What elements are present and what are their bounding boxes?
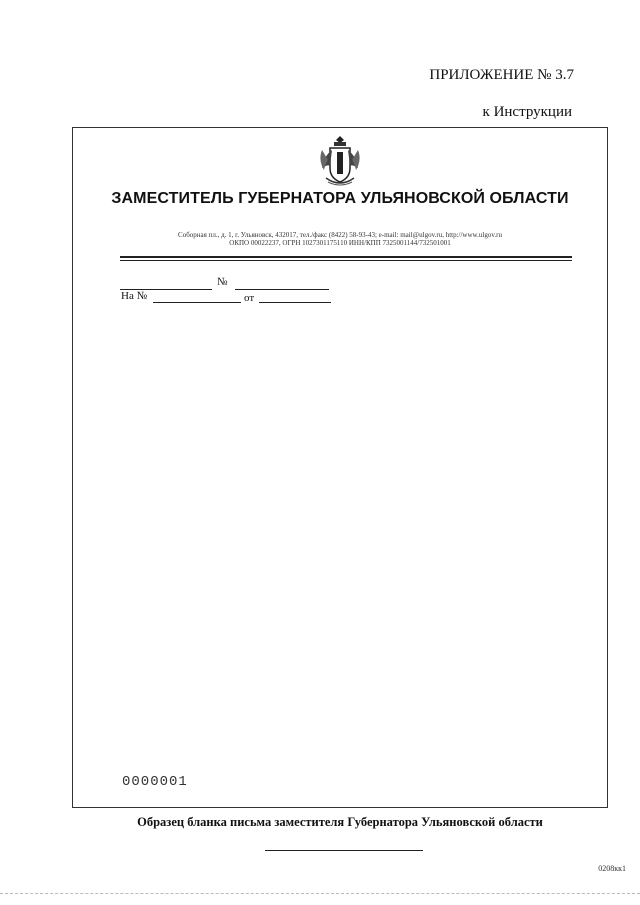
contact-registration: ОКПО 00022237, ОГРН 1027301175110 ИНН/КПП 7325001144/732501001 [229, 239, 451, 247]
letterhead-rule-thick [120, 256, 572, 258]
instruction-label: к Инструкции [482, 104, 572, 120]
letter-blank-frame [72, 127, 608, 808]
reply-number-label: На № [121, 290, 148, 302]
document-caption: Образец бланка письма заместителя Губернатора Ульяновской области [137, 815, 543, 829]
document-code: 0208кк1 [598, 864, 626, 873]
caption-underline [265, 850, 423, 851]
letterhead-title: ЗАМЕСТИТЕЛЬ ГУБЕРНАТОРА УЛЬЯНОВСКОЙ ОБЛАСТИ [111, 190, 569, 207]
number-field-line[interactable] [235, 289, 329, 290]
serial-number: 0000001 [122, 774, 188, 790]
scan-edge-line [0, 893, 640, 894]
coat-of-arms-icon [308, 130, 372, 194]
contact-address: Соборная пл., д. 1, г. Ульяновск, 432017, тел./факс (8422) 58-93-43; e-mail: mail@ulgov.ru, http://www.ulgov.ru [178, 231, 502, 239]
reply-number-field-line[interactable] [153, 302, 241, 303]
appendix-label: ПРИЛОЖЕНИЕ № 3.7 [429, 67, 574, 83]
number-label: № [217, 276, 228, 288]
letterhead-rule-thin [120, 260, 572, 261]
reply-date-label: от [244, 292, 255, 304]
reply-date-field-line[interactable] [259, 302, 331, 303]
